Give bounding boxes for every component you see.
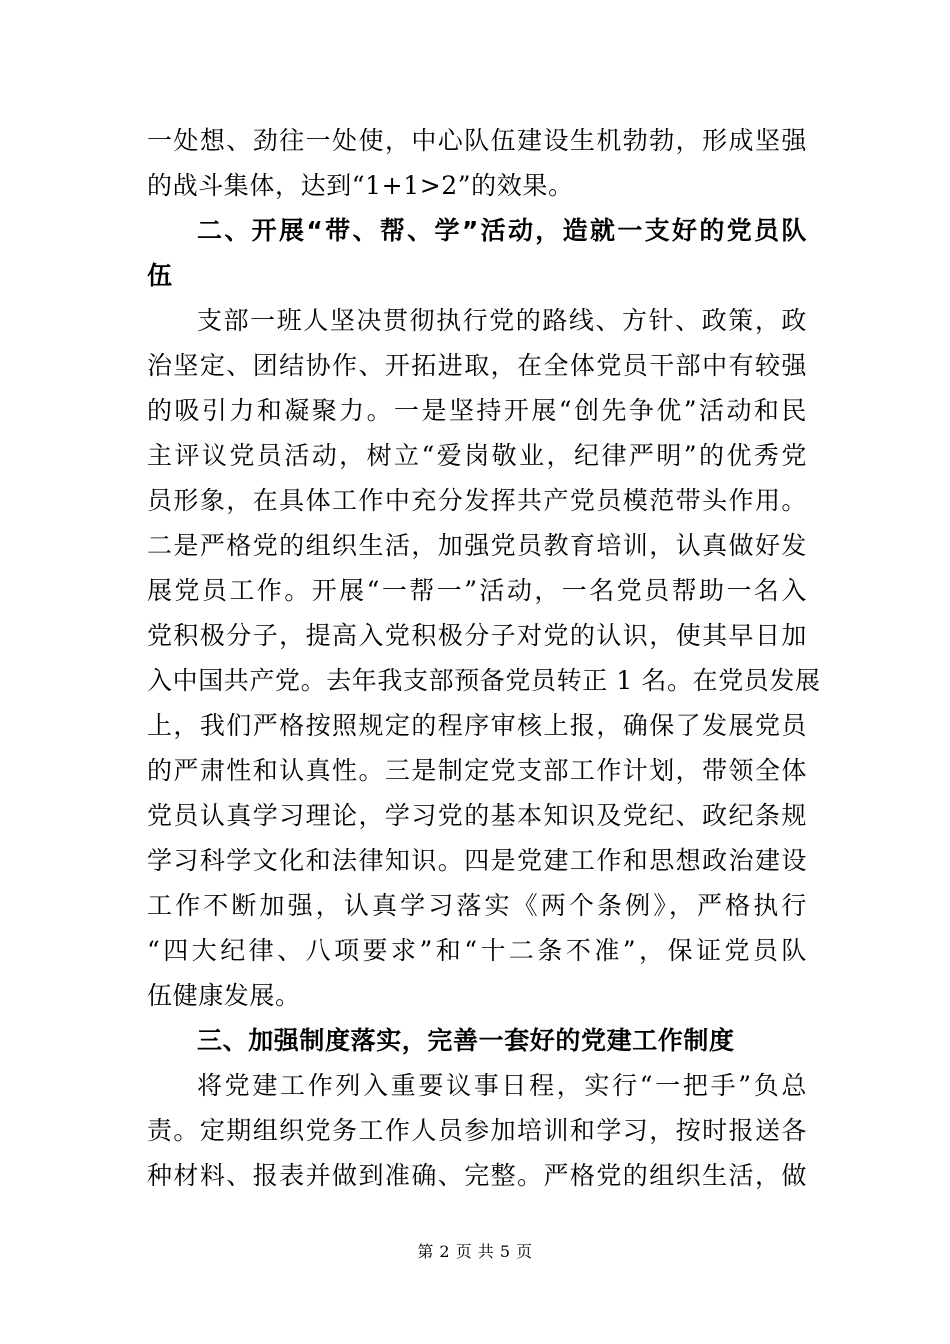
body-text-line: 上，我们严格按照规定的程序审核上报，确保了发展党员 xyxy=(147,711,807,740)
page-footer: 第 2 页 共 5 页 xyxy=(417,1242,533,1261)
body-text-line: 责。定期组织党务工作人员参加培训和学习，按时报送各 xyxy=(147,1116,807,1145)
body-text-line: 的严肃性和认真性。三是制定党支部工作计划，带领全体 xyxy=(147,756,807,785)
body-text-line: 主评议党员活动，树立“爱岗敬业，纪律严明”的优秀党 xyxy=(147,441,807,470)
body-text-line: 伍健康发展。 xyxy=(147,981,301,1010)
body-text-line: 种材料、报表并做到准确、完整。严格党的组织生活，做 xyxy=(147,1161,807,1190)
body-text-line: 治坚定、团结协作、开拓进取，在全体党员干部中有较强 xyxy=(147,351,807,380)
body-text-line: 入中国共产党。去年我支部预备党员转正 1 名。在党员发展 xyxy=(147,666,821,695)
body-text-line: 展党员工作。开展“一帮一”活动，一名党员帮助一名入 xyxy=(147,576,807,605)
body-text-line: 的吸引力和凝聚力。一是坚持开展“创先争优”活动和民 xyxy=(147,396,807,425)
body-text-line: 二是严格党的组织生活，加强党员教育培训，认真做好发 xyxy=(147,531,807,560)
body-text-line: 员形象，在具体工作中充分发挥共产党员模范带头作用。 xyxy=(147,486,807,515)
body-text-line: 一处想、劲往一处使，中心队伍建设生机勃勃，形成坚强 xyxy=(147,126,807,155)
body-text-line: 支部一班人坚决贯彻执行党的路线、方针、政策，政 xyxy=(197,306,807,335)
body-text-line: 学习科学文化和法律知识。四是党建工作和思想政治建设 xyxy=(147,846,807,875)
body-text-line: 党员认真学习理论，学习党的基本知识及党纪、政纪条规 xyxy=(147,801,807,830)
section-heading: 二、开展“带、帮、学”活动，造就一支好的党员队 xyxy=(197,216,807,245)
body-text-line: 工作不断加强，认真学习落实《两个条例》，严格执行 xyxy=(147,891,807,920)
body-text-line: 党积极分子，提高入党积极分子对党的认识，使其早日加 xyxy=(147,621,807,650)
section-heading-continuation: 伍 xyxy=(147,261,173,290)
body-text-line: “四大纪律、八项要求”和“十二条不准”，保证党员队 xyxy=(147,936,807,965)
body-text-line: 的战斗集体，达到“1+1>2”的效果。 xyxy=(147,171,574,200)
body-text-line: 将党建工作列入重要议事日程，实行“一把手”负总 xyxy=(197,1071,807,1100)
section-heading: 三、加强制度落实，完善一套好的党建工作制度 xyxy=(197,1026,735,1055)
